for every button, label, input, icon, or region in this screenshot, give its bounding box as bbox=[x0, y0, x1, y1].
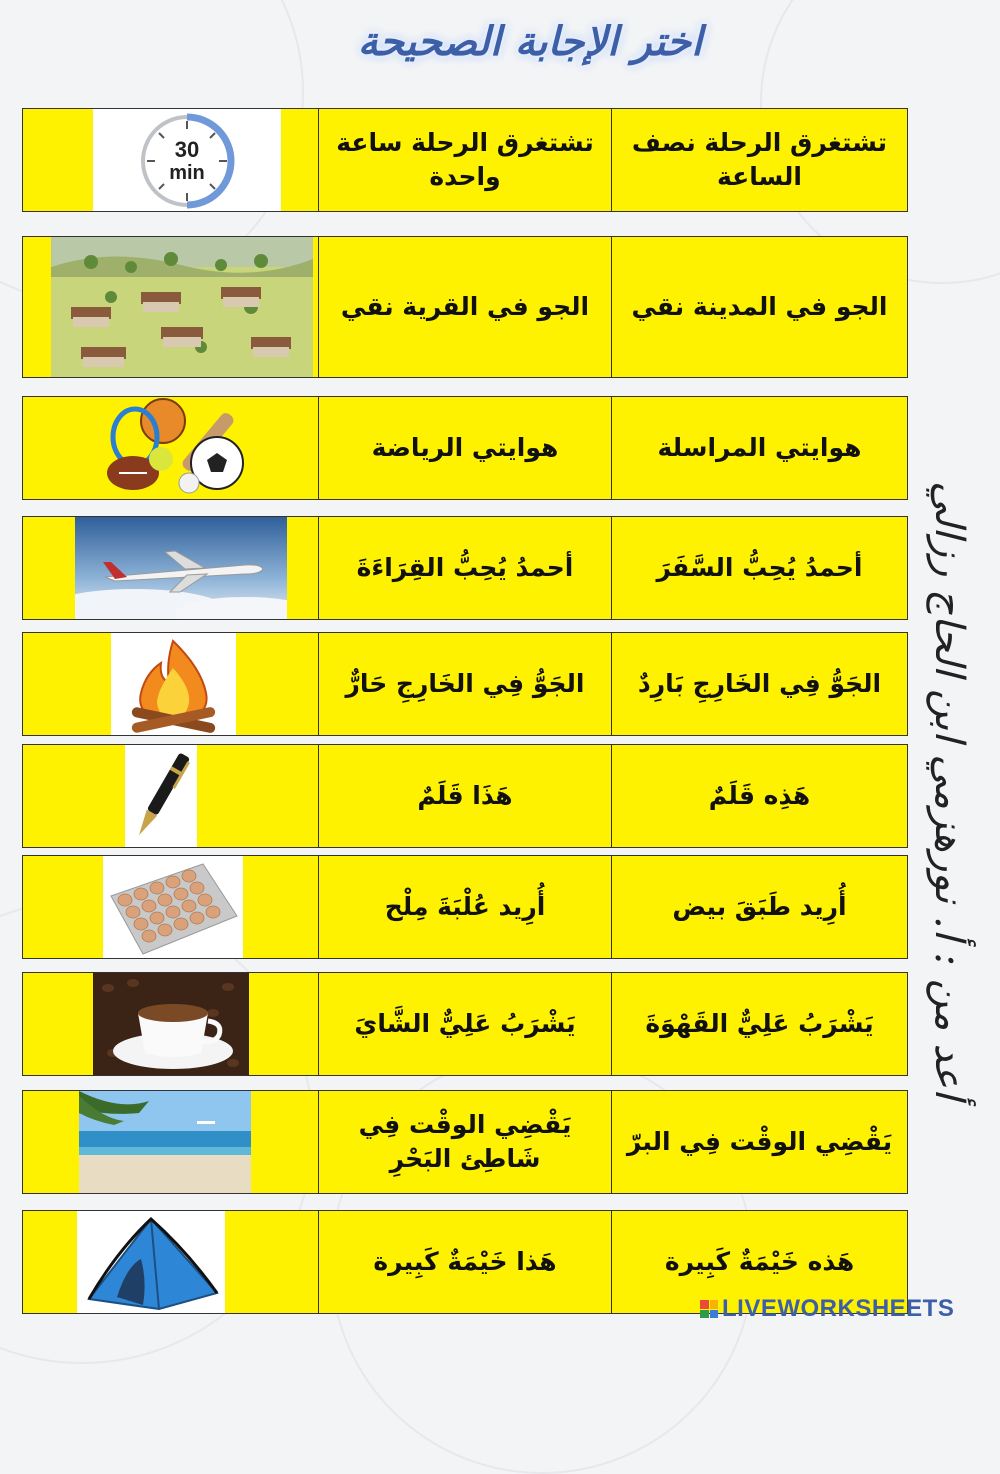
question-row bbox=[22, 516, 908, 620]
answer-option-b[interactable]: الجَوُّ فِي الخَارِجِ حَارٌّ bbox=[318, 633, 611, 735]
answer-option-b[interactable]: يَشْرَبُ عَلِيٌّ الشَّايَ bbox=[318, 973, 611, 1075]
question-row bbox=[22, 972, 908, 1076]
svg-text:min: min bbox=[169, 162, 205, 184]
village-image bbox=[51, 237, 313, 377]
question-row bbox=[22, 855, 908, 959]
coffee-cup-image bbox=[93, 973, 249, 1075]
answer-option-a[interactable]: الجَوُّ فِي الخَارِجِ بَارِدٌ bbox=[611, 633, 907, 735]
answer-option-a[interactable]: هَذه خَيْمَةٌ كَبِيرة bbox=[611, 1211, 907, 1313]
answer-option-b[interactable]: أحمدُ يُحِبُّ القِرَاءَةَ bbox=[318, 517, 611, 619]
airplane-image bbox=[75, 517, 287, 619]
answer-option-a[interactable]: يَقْضِي الوقْت فِي البرّ bbox=[611, 1091, 907, 1193]
logo-squares-icon bbox=[700, 1300, 718, 1318]
liveworksheets-logo: LIVEWORKSHEETS bbox=[700, 1295, 954, 1323]
answer-option-b[interactable]: الجو في القرية نقي bbox=[318, 237, 611, 377]
tent-image bbox=[77, 1211, 225, 1313]
egg-tray-image bbox=[103, 856, 243, 958]
answer-option-a[interactable]: تشتغرق الرحلة نصف الساعة bbox=[611, 109, 907, 211]
answer-option-a[interactable]: يَشْرَبُ عَلِيٌّ القَهْوَةَ bbox=[611, 973, 907, 1075]
answer-option-b[interactable]: يَقْضِي الوقْت فِي شَاطِئ البَحْرِ bbox=[318, 1091, 611, 1193]
sports-balls-image bbox=[101, 397, 266, 499]
answer-option-a[interactable]: أحمدُ يُحِبُّ السَّفَرَ bbox=[611, 517, 907, 619]
pen-image bbox=[125, 745, 197, 847]
svg-text:30: 30 bbox=[174, 137, 200, 162]
answer-option-b[interactable]: تشتغرق الرحلة ساعة واحدة bbox=[318, 109, 611, 211]
author-credit: أعد من : أ. نورهزمي ابن الحاج رزالي bbox=[926, 480, 972, 1100]
30-min-timer-icon bbox=[93, 109, 281, 211]
question-row bbox=[22, 108, 908, 212]
answer-option-a[interactable]: الجو في المدينة نقي bbox=[611, 237, 907, 377]
answer-option-b[interactable]: هوايتي الرياضة bbox=[318, 397, 611, 499]
question-row bbox=[22, 236, 908, 378]
answer-option-a[interactable]: هوايتي المراسلة bbox=[611, 397, 907, 499]
answer-option-a[interactable]: أُرِيد طَبَقَ بيض bbox=[611, 856, 907, 958]
answer-option-b[interactable]: هَذا خَيْمَةٌ كَبِيرة bbox=[318, 1211, 611, 1313]
answer-option-b[interactable]: هَذَا قَلَمٌ bbox=[318, 745, 611, 847]
question-row bbox=[22, 1090, 908, 1194]
question-row bbox=[22, 632, 908, 736]
beach-image bbox=[79, 1091, 251, 1193]
answer-option-a[interactable]: هَذِه قَلَمٌ bbox=[611, 745, 907, 847]
page-title: اختر الإجابة الصحيحة bbox=[357, 18, 703, 65]
question-row bbox=[22, 744, 908, 848]
campfire-image bbox=[111, 633, 236, 735]
answer-option-b[interactable]: أُرِيد عُلْبَةَ مِلْح bbox=[318, 856, 611, 958]
question-row bbox=[22, 396, 908, 500]
